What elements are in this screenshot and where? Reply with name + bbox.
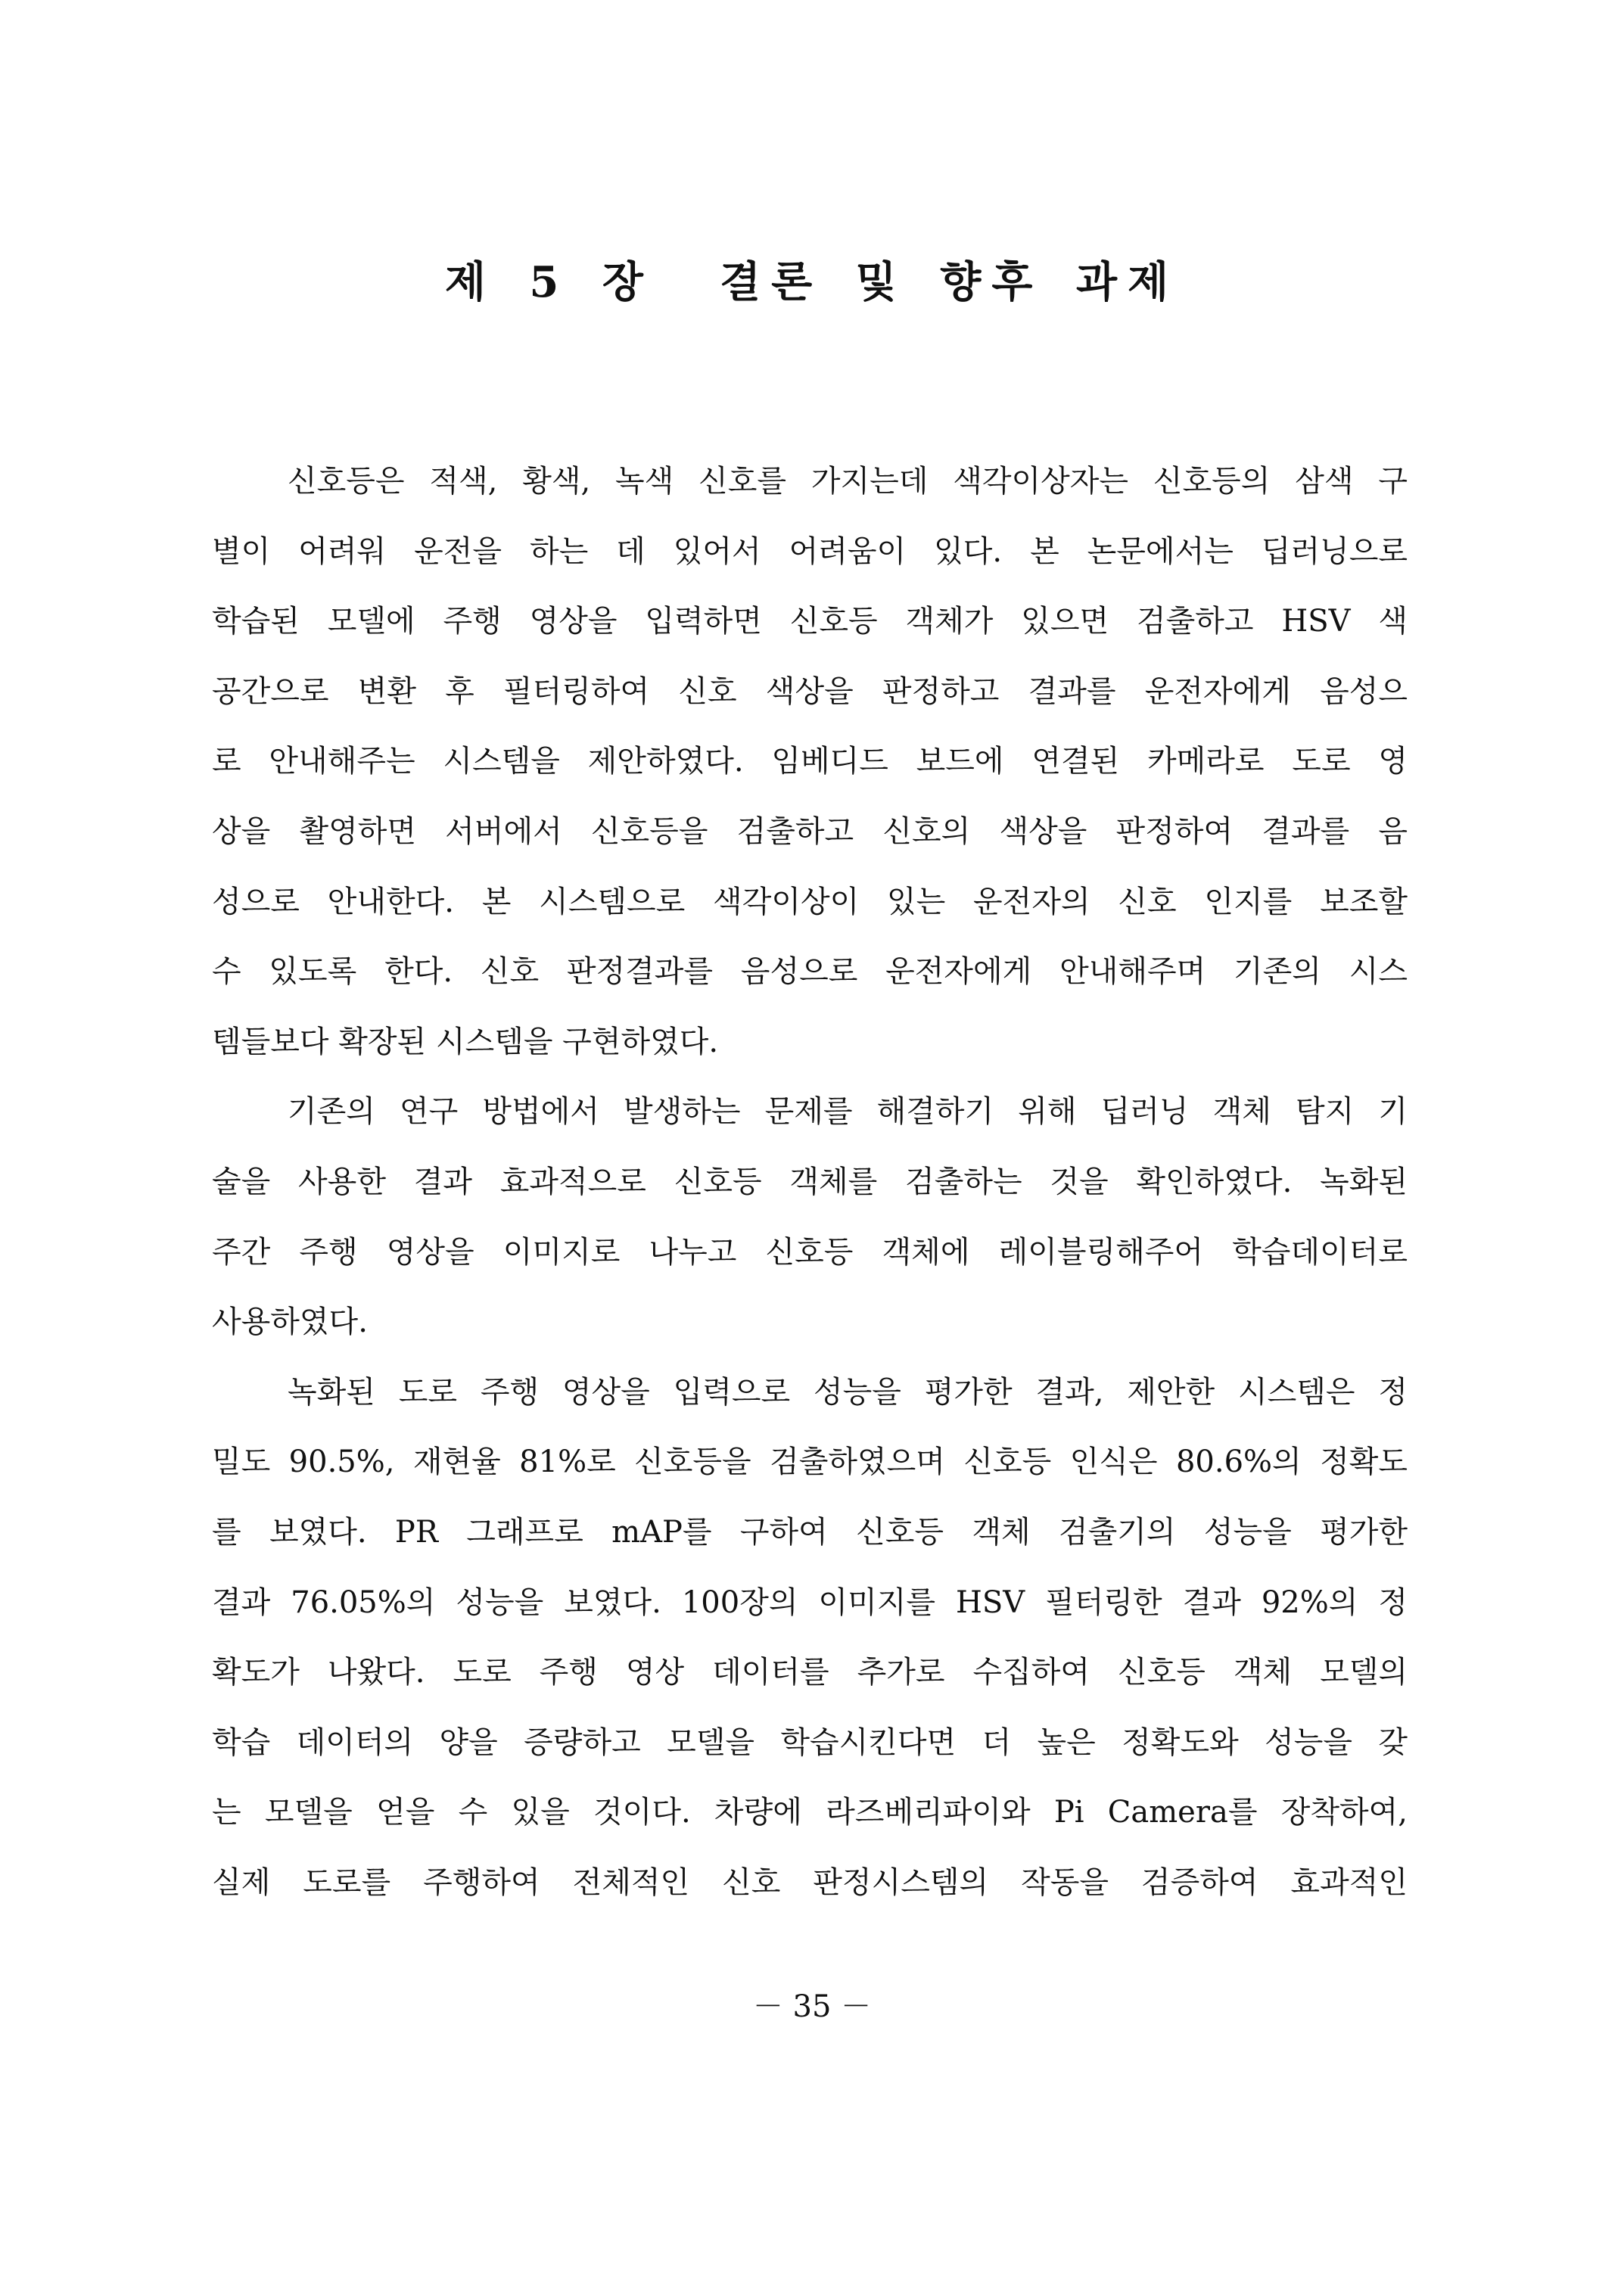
text-line: 상을 촬영하면 서버에서 신호등을 검출하고 신호의 색상을 판정하여 결과를 음 [212, 813, 1408, 849]
text-line: 밀도 90.5%, 재현율 81%로 신호등을 검출하였으며 신호등 인식은 80.6%의 정확도 [212, 1444, 1408, 1480]
text-line: 주간 주행 영상을 이미지로 나누고 신호등 객체에 레이블링해주어 학습데이터로 [212, 1234, 1408, 1270]
text-line: 술을 사용한 결과 효과적으로 신호등 객체를 검출하는 것을 확인하였다. 녹화된 [212, 1164, 1408, 1199]
text-line: 기존의 연구 방법에서 발생하는 문제를 해결하기 위해 딥러닝 객체 탐지 기 [288, 1094, 1408, 1130]
page-number: － 35 － [752, 1989, 872, 2024]
text-line: 수 있도록 한다. 신호 판정결과를 음성으로 운전자에게 안내해주며 기존의 시스 [212, 954, 1408, 990]
text-line: 녹화된 도로 주행 영상을 입력으로 성능을 평가한 결과, 제안한 시스템은 정 [288, 1374, 1408, 1410]
text-line: 로 안내해주는 시스템을 제안하였다. 임베디드 보드에 연결된 카메라로 도로 영 [212, 744, 1408, 779]
text-line: 학습된 모델에 주행 영상을 입력하면 신호등 객체가 있으면 검출하고 HSV 색 [212, 604, 1408, 639]
paragraph-3 [212, 1357, 1408, 1918]
paragraph-2 [212, 1077, 1408, 1357]
text-line: 템들보다 확장된 시스템을 구현하였다. [212, 1024, 719, 1059]
text-line: 사용하였다. [212, 1305, 368, 1340]
text-line: 를 보였다. PR 그래프로 mAP를 구하여 신호등 객체 검출기의 성능을 평가한 [212, 1514, 1408, 1550]
text-line: 는 모델을 얻을 수 있을 것이다. 차량에 라즈베리파이와 Pi Camera를 장착하여, [212, 1795, 1408, 1830]
text-line: 학습 데이터의 양을 증량하고 모델을 학습시킨다면 더 높은 정확도와 성능을 갖 [212, 1724, 1408, 1760]
paragraph-1 [212, 446, 1408, 1077]
text-line: 결과 76.05%의 성능을 보였다. 100장의 이미지를 HSV 필터링한 결과 92%의 정 [212, 1584, 1408, 1620]
text-line: 별이 어려워 운전을 하는 데 있어서 어려움이 있다. 본 논문에서는 딥러닝으로 [212, 533, 1408, 569]
chapter-title: 제 5 장 결론 및 향후 과제 [444, 257, 1180, 307]
text-line: 성으로 안내한다. 본 시스템으로 색각이상이 있는 운전자의 신호 인지를 보조할 [212, 884, 1408, 919]
text-line: 실제 도로를 주행하여 전체적인 신호 판정시스템의 작동을 검증하여 효과적인 [212, 1864, 1408, 1900]
text-line: 신호등은 적색, 황색, 녹색 신호를 가지는데 색각이상자는 신호등의 삼색 구 [288, 464, 1408, 499]
text-line: 확도가 나왔다. 도로 주행 영상 데이터를 추가로 수집하여 신호등 객체 모델의 [212, 1655, 1408, 1690]
text-line: 공간으로 변환 후 필터링하여 신호 색상을 판정하고 결과를 운전자에게 음성으 [212, 673, 1408, 709]
body-text [212, 446, 1408, 1917]
